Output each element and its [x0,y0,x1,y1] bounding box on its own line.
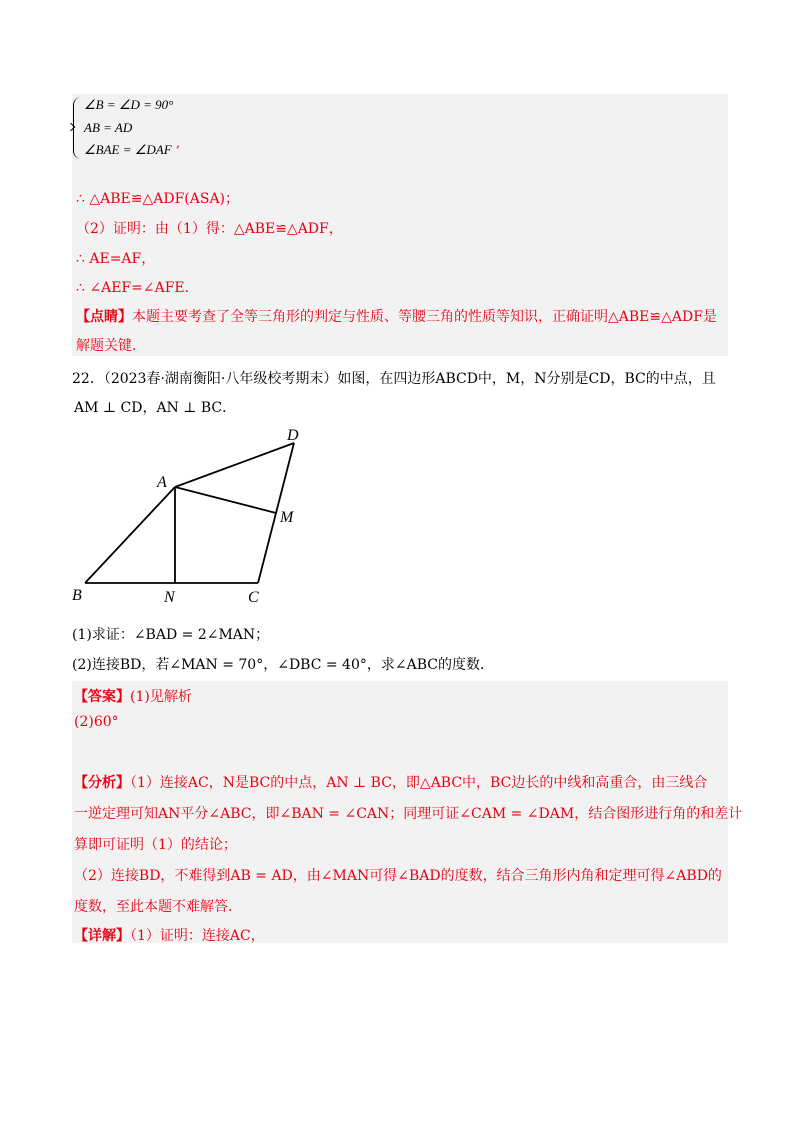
segment-cd [258,443,294,583]
segment-ad [175,443,294,487]
label-n: N [164,589,175,606]
step-ae: ∴ AE=AF， [76,251,156,267]
segment-ab [85,487,175,583]
analysis-text-1: （1）连接AC，N是BC的中点，AN ⊥ BC，即△ABC中，BC边长的中线和高重合，由三线合 [130,775,708,791]
answer-2: (2)60° [74,714,119,730]
detail-text-1: （1）证明：连接AC， [130,928,265,944]
system-brace [73,97,82,159]
answer-line-1 [74,686,192,706]
analysis-line-2: 一逆定理可知AN平分∠ABC，即∠BAN = ∠CAN；同理可证∠CAM = ∠DAM，结合图形进行角的和差计 [74,806,743,822]
dianjing-line-2: 解题关键． [76,338,146,354]
system-line-3: ∠BAE = ∠DAF [84,142,172,157]
dianjing-text: 本题主要考查了全等三角形的判定与性质、等腰三角的性质等知识，正确证明△ABE≌△ADF是 [132,309,717,325]
question-1: (1)求证：∠BAD = 2∠MAN； [72,627,270,643]
answer-tag: 【答案】 [74,689,130,705]
label-c: C [248,589,259,606]
part2-line: （2）证明：由（1）得：△ABE≌△ADF， [76,221,343,237]
analysis-line-5: 度数，至此本题不难解答． [74,899,242,915]
dianjing-line-1 [76,306,717,326]
label-m: M [280,509,294,526]
system-line-1: ∠B = ∠D = 90° [84,97,174,112]
problem-line-2: AM ⊥ CD，AN ⊥ BC． [74,400,237,416]
analysis-line-4: （2）连接BD，不难得到AB = AD，由∠MAN可得∠BAD的度数，结合三角形内角和定理可得∠ABD的 [74,868,722,884]
answer-1: (1)见解析 [130,689,192,705]
label-a: A [157,474,167,491]
detail-tag: 【详解】 [74,928,130,944]
label-b: B [72,587,82,604]
segment-am [175,487,276,513]
problem-line-1: 22．（2023春·湖南衡阳·八年级校考期末）如图，在四边形ABCD中，M，N分别是CD，BC的中点，且 [72,371,716,387]
question-2: (2)连接BD，若∠MAN = 70°，∠DBC = 40°，求∠ABC的度数． [72,657,494,673]
analysis-tag: 【分析】 [74,775,130,791]
step-angle: ∴ ∠AEF=∠AFE． [76,280,199,296]
system-line-2: AB = AD [84,120,133,135]
label-d: D [287,427,299,444]
detail-line-1 [74,925,265,945]
conclusion-1: ∴ △ABE≌△ADF(ASA)； [76,191,240,207]
dianjing-tag: 【点睛】 [76,309,132,325]
analysis-line-1 [74,772,707,792]
system-end: , [176,136,181,151]
analysis-line-3: 算即可证明（1）的结论； [74,837,237,853]
